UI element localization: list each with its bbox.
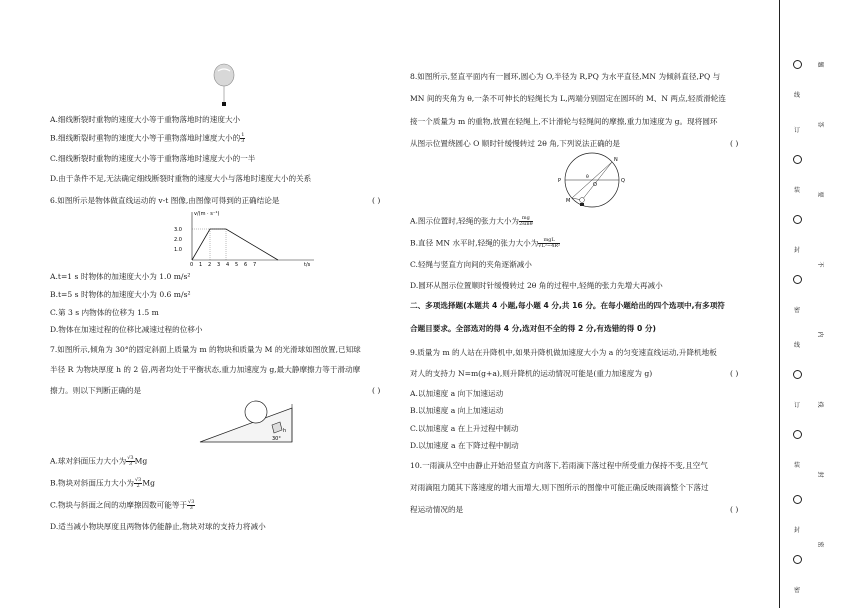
margin-circle bbox=[789, 555, 805, 564]
label-o: O bbox=[593, 182, 597, 188]
q6-answer-bracket: ( ) bbox=[372, 196, 381, 205]
svg-text:6: 6 bbox=[244, 262, 248, 268]
margin-circle bbox=[789, 155, 805, 164]
margin-char: 装 bbox=[793, 187, 800, 194]
seal-char: 密 bbox=[816, 541, 824, 548]
q5-option-c: C.细线断裂时重物的速度大小等于重物落地时速度大小的一半 bbox=[50, 154, 256, 163]
q6-option-d: D.物体在加速过程的位移比减速过程的位移小 bbox=[50, 325, 203, 334]
ytick-2: 2.0 bbox=[174, 237, 182, 243]
q5-option-a: A.细线断裂时重物的速度大小等于重物落地时的速度大小 bbox=[50, 115, 241, 124]
q9-option-b: B.以加速度 a 向上加速运动 bbox=[410, 406, 504, 415]
seal-char: 封 bbox=[816, 471, 824, 478]
q7-option-a: A.球对斜面压力大小为 $\frac{√3}{3}$ Mg bbox=[50, 455, 148, 467]
q6-option-b: B.t=5 s 时物体的加速度大小为 0.6 m/s² bbox=[50, 290, 191, 299]
q7-answer-bracket: ( ) bbox=[372, 386, 381, 395]
svg-text:1: 1 bbox=[199, 262, 203, 268]
label-theta: θ bbox=[586, 175, 589, 180]
vt-xlabel: t/s bbox=[304, 262, 311, 268]
q9-option-c: C.以加速度 a 在上升过程中制动 bbox=[410, 424, 519, 433]
vt-xticks bbox=[190, 262, 311, 268]
vt-ylabel: v/(m · s⁻¹) bbox=[194, 211, 220, 217]
margin-char: 订 bbox=[793, 402, 800, 409]
margin-char: 封 bbox=[793, 247, 800, 254]
label-n: N bbox=[614, 157, 618, 163]
svg-text:7: 7 bbox=[253, 262, 257, 268]
q7-option-d: D.适当减小物块厚度且两物体仍能静止,物块对球的支持力将减小 bbox=[50, 522, 266, 531]
thickness-label: h bbox=[283, 428, 287, 434]
svg-text:5: 5 bbox=[235, 262, 239, 268]
q10-stem-2: 对雨滴阻力随其下落速度的增大而增大,则下图所示的图像中可能正确反映雨滴整个下落过 bbox=[410, 483, 709, 492]
svg-text:4: 4 bbox=[226, 262, 230, 268]
margin-char: 装 bbox=[793, 462, 800, 469]
q7-stem-2: 半径 R 为物块厚度 h 的 2 倍,两者均处于平衡状态,重力加速度为 g,最大静摩擦力等于滑动摩 bbox=[50, 365, 361, 374]
q6-stem: 6.如图所示是物体做直线运动的 v-t 图像,由图像可得到的正确结论是 bbox=[50, 196, 280, 205]
margin-circle bbox=[789, 60, 805, 69]
angle-label: 30° bbox=[272, 436, 281, 442]
svg-text:2: 2 bbox=[208, 262, 212, 268]
seal-char: 线 bbox=[816, 401, 824, 408]
section-2-heading-2: 合题目要求。全部选对的得 4 分,选对但不全的得 2 分,有选错的得 0 分) bbox=[410, 324, 656, 333]
q8-stem-3: 接一个质量为 m 的重物,放置在轻绳上,不计滑轮与轻绳间的摩擦,重力加速度为 g。现将圆环 bbox=[410, 117, 718, 126]
q7-stem-3: 擦力。则以下判断正确的是 bbox=[50, 386, 142, 395]
section-2-heading-1: 二、多项选择题(本题共 4 小题,每小题 4 分,共 16 分。在每小题给出的四个选项中,有多项符 bbox=[410, 301, 725, 310]
q9-option-d: D.以加速度 a 在下降过程中制动 bbox=[410, 441, 519, 450]
binding-line bbox=[779, 0, 780, 608]
q5-fraction: $\frac{1}{3}$ bbox=[241, 132, 245, 144]
seal-char: 不 bbox=[816, 261, 824, 268]
q8-stem-1: 8.如图所示,竖直平面内有一圆环,圆心为 O,半径为 R,PQ 为水平直径,MN 为倾斜直径,PQ 与 bbox=[410, 72, 721, 81]
balloon-figure bbox=[210, 62, 240, 112]
q7-option-c: C.物块与斜面之间的动摩擦因数可能等于 $\frac{√3}{3}$ bbox=[50, 499, 195, 511]
ytick-3: 3.0 bbox=[174, 227, 182, 233]
q6-option-a: A.t=1 s 时物体的加速度大小为 1.0 m/s² bbox=[50, 272, 191, 281]
q8-stem-4: 从图示位置绕圆心 O 顺时针缓慢转过 2θ 角,下列说法正确的是 bbox=[410, 139, 620, 148]
label-m: M bbox=[566, 198, 571, 204]
margin-char: 密 bbox=[793, 307, 800, 314]
q8-option-b: B.直径 MN 水平时,轻绳的张力大小为 $\frac{\text{mgL}}{\text{√L²−4R²}}$ bbox=[410, 237, 561, 249]
q10-stem-1: 10.一雨滴从空中由静止开始沿竖直方向落下,若雨滴下落过程中所受重力保持不变,且空气 bbox=[410, 461, 708, 470]
seal-char: 题 bbox=[816, 61, 824, 68]
margin-circle bbox=[789, 430, 805, 439]
ytick-1: 1.0 bbox=[174, 247, 182, 253]
label-q: Q bbox=[621, 178, 625, 184]
q8-option-c: C.轻绳与竖直方向间的夹角逐渐减小 bbox=[410, 260, 532, 269]
q9-stem-2: 对人的支持力 N=m(g+a),则升降机的运动情况可能是(重力加速度为 g) bbox=[410, 369, 653, 378]
margin-circle bbox=[789, 275, 805, 284]
q9-option-a: A.以加速度 a 向下加速运动 bbox=[410, 389, 504, 398]
incline-figure bbox=[192, 398, 302, 448]
q8-answer-bracket: ( ) bbox=[730, 139, 739, 148]
svg-text:3: 3 bbox=[217, 262, 221, 268]
ring-figure bbox=[546, 150, 636, 210]
margin-char: 线 bbox=[793, 92, 800, 99]
margin-circle bbox=[789, 370, 805, 379]
q9-answer-bracket: ( ) bbox=[730, 369, 739, 378]
q7-stem-1: 7.如图所示,倾角为 30°的固定斜面上质量为 m 的物块和质量为 M 的光滑球如图放置,已知球 bbox=[50, 345, 361, 354]
vt-graph bbox=[172, 208, 320, 268]
q7-option-b: B.物块对斜面压力大小为 $\frac{√3}{2}$ Mg bbox=[50, 477, 155, 489]
q10-stem-3: 程运动情况的是 bbox=[410, 505, 464, 514]
seal-char: 答 bbox=[816, 121, 824, 128]
q6-option-c: C.第 3 s 内物体的位移为 1.5 m bbox=[50, 308, 159, 317]
seal-char: 要 bbox=[816, 191, 824, 198]
margin-circle bbox=[789, 495, 805, 504]
q8-stem-2: MN 间的夹角为 θ,一条不可伸长的轻绳长为 L,两端分别固定在圆环的 M、N 两点,轻质滑轮连 bbox=[410, 94, 726, 103]
margin-char: 封 bbox=[793, 527, 800, 534]
q5-option-b: B.细线断裂时重物的速度大小等于重物落地时速度大小的 $\frac{1}{3}$ bbox=[50, 132, 245, 144]
seal-char: 内 bbox=[816, 331, 824, 338]
margin-circle bbox=[789, 215, 805, 224]
margin-char: 线 bbox=[793, 342, 800, 349]
q10-answer-bracket: ( ) bbox=[730, 505, 739, 514]
margin-char: 密 bbox=[793, 587, 800, 594]
svg-text:0: 0 bbox=[190, 262, 194, 268]
label-p: P bbox=[558, 178, 562, 184]
q8-option-a: A.图示位置时,轻绳的张力大小为 $\frac{mg}{2\sin\theta}$ bbox=[410, 215, 533, 227]
q5-option-d: D.由于条件不足,无法确定细线断裂时重物的速度大小与落地时速度大小的关系 bbox=[50, 174, 312, 183]
q8-option-d: D.圆环从图示位置顺时针缓慢转过 2θ 角的过程中,轻绳的张力先增大再减小 bbox=[410, 281, 663, 290]
margin-char: 订 bbox=[793, 127, 800, 134]
q9-stem-1: 9.质量为 m 的人站在升降机中,如果升降机做加速度大小为 a 的匀变速直线运动,升降机地板 bbox=[410, 348, 717, 357]
